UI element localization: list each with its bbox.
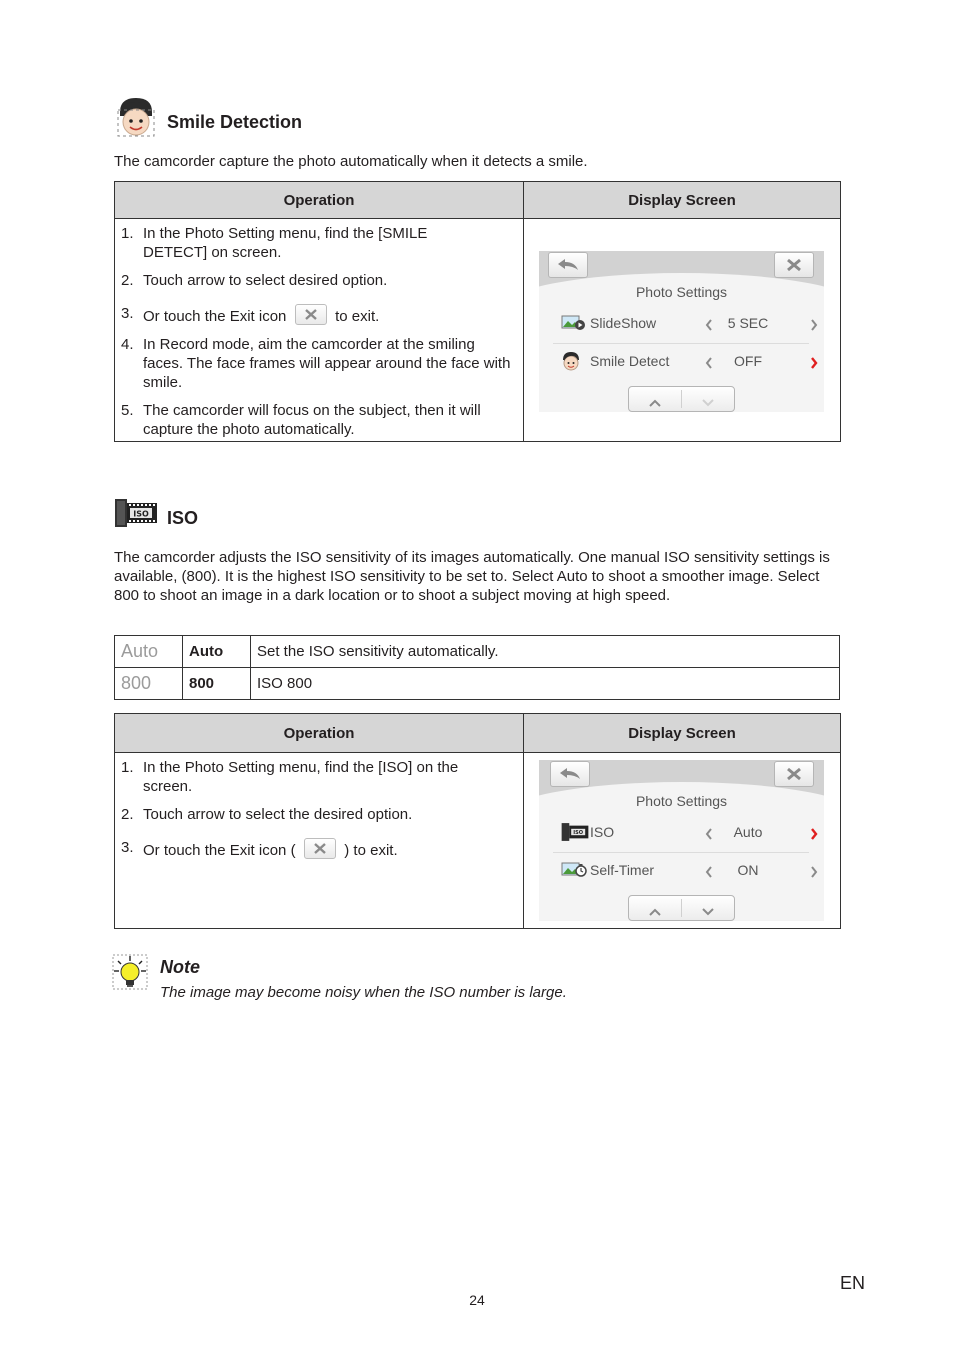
iso-option-row <box>115 668 840 700</box>
setting-row-slideshow[interactable] <box>553 305 809 343</box>
setting-label: Self-Timer <box>590 862 655 878</box>
iso-title: ISO <box>167 508 199 528</box>
note-title: Note <box>160 957 200 977</box>
chevron-up-icon[interactable] <box>649 903 661 921</box>
chevron-left-icon[interactable] <box>705 356 713 374</box>
setting-value: ON <box>737 862 759 878</box>
setting-row-smile-detect[interactable] <box>553 343 809 381</box>
setting-value: OFF <box>734 353 762 369</box>
scroll-buttons[interactable] <box>628 386 735 412</box>
iso-film-icon <box>114 498 158 533</box>
slideshow-icon <box>561 313 585 336</box>
iso-options-table <box>114 635 840 700</box>
smile-step-4: 4. In Record mode, aim the camcorder at the smiling faces. The face frames will appear around the face with smile. <box>121 336 511 391</box>
chevron-right-icon[interactable] <box>810 356 818 374</box>
iso-step-3: 3. Or touch the Exit icon ( ) to exit. <box>121 839 398 859</box>
smile-detection-intro: The camcorder capture the photo automatically when it detects a smile. <box>114 153 588 170</box>
chevron-right-icon[interactable] <box>810 827 818 845</box>
iso-lcd-label: Auto <box>115 636 183 668</box>
smile-step-1: 1. In the Photo Setting menu, find the [SMILE DETECT] on screen. <box>121 225 428 261</box>
svg-text:ISO: ISO <box>573 830 584 837</box>
setting-label: ISO <box>590 824 615 840</box>
smile-detection-title: Smile Detection <box>167 112 303 132</box>
lightbulb-icon <box>112 954 148 995</box>
chevron-down-icon[interactable] <box>702 394 714 412</box>
iso-steps <box>115 753 523 860</box>
display-screen-header: Display Screen <box>524 182 841 219</box>
iso-option-row <box>115 636 840 668</box>
iso-film-icon <box>561 822 589 847</box>
chevron-left-icon[interactable] <box>705 318 713 336</box>
iso-option-name: 800 <box>183 668 251 700</box>
chevron-left-icon[interactable] <box>705 827 713 845</box>
setting-label: Smile Detect <box>590 353 670 369</box>
iso-lcd-label: 800 <box>115 668 183 700</box>
chevron-down-icon[interactable] <box>702 903 714 921</box>
smile-step-3: 3. Or touch the Exit icon to exit. <box>121 305 380 325</box>
back-button[interactable] <box>548 252 588 278</box>
setting-value: Auto <box>733 824 763 840</box>
setting-row-self-timer[interactable] <box>553 852 809 890</box>
iso-intro: The camcorder adjusts the ISO sensitivity of its images automatically. One manual ISO sensitivity settings is available, (800). It is the highest ISO sensitivity to be set to. Select Auto to shoot a smoother image. Select 800 to shoot an image in a dark location or to shoot a subject moving at high speed. <box>114 549 830 604</box>
setting-label: SlideShow <box>590 315 657 331</box>
operation-header: Operation <box>115 182 524 219</box>
smile-steps <box>115 219 523 439</box>
close-button[interactable] <box>774 252 814 278</box>
self-timer-icon <box>561 860 587 883</box>
exit-icon <box>295 304 327 325</box>
iso-option-desc: Set the ISO sensitivity automatically. <box>251 636 840 668</box>
close-button[interactable] <box>774 761 814 787</box>
display-screen-header: Display Screen <box>524 714 841 753</box>
chevron-right-icon[interactable] <box>810 318 818 336</box>
smile-display-screen <box>539 251 824 412</box>
chevron-up-icon[interactable] <box>649 394 661 412</box>
iso-option-desc: ISO 800 <box>251 668 840 700</box>
page-number: 24 <box>469 1292 485 1308</box>
smile-detection-icon <box>116 96 156 143</box>
setting-value: 5 SEC <box>727 315 769 331</box>
screen-title: Photo Settings <box>635 793 728 809</box>
setting-row-iso[interactable] <box>553 814 809 852</box>
iso-step-2: 2. Touch arrow to select the desired option. <box>121 806 413 823</box>
iso-display-screen <box>539 760 824 921</box>
iso-step-1: 1. In the Photo Setting menu, find the [ISO] on the screen. <box>121 759 459 795</box>
note-text: The image may become noisy when the ISO number is large. <box>160 984 567 1001</box>
chevron-left-icon[interactable] <box>705 865 713 883</box>
smile-step-5: 5. The camcorder will focus on the subject, then it will capture the photo automatically. <box>121 402 481 438</box>
svg-text:ISO: ISO <box>133 509 149 519</box>
language-label: EN <box>840 1273 866 1293</box>
screen-title: Photo Settings <box>635 284 728 300</box>
operation-header: Operation <box>115 714 524 753</box>
iso-option-name: Auto <box>183 636 251 668</box>
smile-face-icon <box>561 351 581 376</box>
exit-icon <box>304 838 336 859</box>
smile-step-2: 2. Touch arrow to select desired option. <box>121 272 388 289</box>
back-button[interactable] <box>550 761 590 787</box>
chevron-right-icon[interactable] <box>810 865 818 883</box>
scroll-buttons[interactable] <box>628 895 735 921</box>
